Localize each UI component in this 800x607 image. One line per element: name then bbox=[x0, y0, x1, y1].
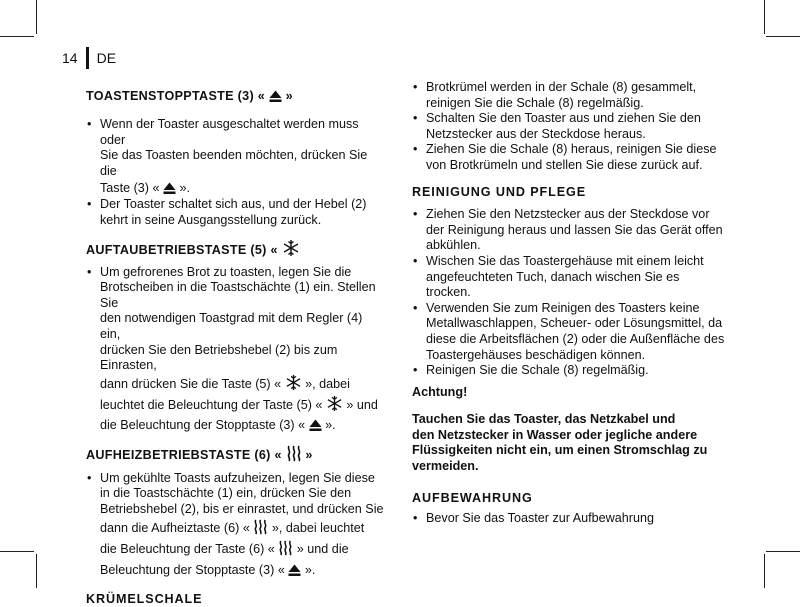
page-header bbox=[62, 46, 116, 70]
list-item: • Der Toaster schaltet sich aus, und der Hebel (2) kehrt in seine Ausgangsstellung zurück. bbox=[86, 197, 386, 228]
eject-triangle-icon bbox=[309, 419, 322, 432]
reheat-bullets bbox=[86, 471, 386, 581]
list-item: • Verwenden Sie zum Reinigen des Toasters keine Metallwaschlappen, Scheuer- oder Lösungsmittel, da diese die Arbeitsflächen (2) oder die Außenfläche des Toastergehäuses beschädigen können. bbox=[412, 301, 727, 363]
list-item: • Wischen Sie das Toastergehäuse mit einem leicht angefeuchteten Tuch, danach wischen Sie es trocken. bbox=[412, 254, 727, 301]
heat-waves-icon bbox=[278, 540, 293, 556]
storage-bullets bbox=[412, 511, 727, 527]
right-column bbox=[412, 80, 727, 527]
page-number: 14 bbox=[62, 50, 78, 66]
list-item: • Um gefrorenes Brot zu toasten, legen Sie die Brotscheiben in die Toastschächte (1) ein. Stellen Sie den notwendigen Toastgrad mit dem Regler (4) ein, drücken Sie den Betriebshebel (2) bis zum Einrasten, dann drücken Sie die Taste (5) « », dabei leuchtet die Beleuchtung der Taste (5) « » und die Beleuchtung der Stopptaste (3) « ». bbox=[86, 265, 386, 435]
heat-waves-icon bbox=[286, 445, 302, 462]
crop-mark bbox=[0, 36, 34, 37]
warning-text: Tauchen Sie das Toaster, das Netzkabel und den Netzstecker in Wasser oder jegliche andere Flüssigkeiten nicht ein, um einen Stromschlag zu vermeiden. bbox=[412, 412, 727, 474]
stop-bullets bbox=[86, 117, 386, 229]
eject-triangle-icon bbox=[163, 182, 176, 195]
list-item: • Brotkrümel werden in der Schale (8) gesammelt, reinigen Sie die Schale (8) regelmäßig. bbox=[412, 80, 727, 111]
list-item: • Wenn der Toaster ausgeschaltet werden muss oder Sie das Toasten beenden möchten, drücken Sie die Taste (3) « ». bbox=[86, 117, 386, 197]
language-label: DE bbox=[97, 50, 116, 66]
section-title-crumb-tray: KRÜMELSCHALE bbox=[86, 592, 386, 607]
section-title-stop: TOASTENSTOPPTASTE (3) « » bbox=[86, 89, 386, 113]
crumb-tray-bullets bbox=[412, 80, 727, 174]
list-item: • Bevor Sie das Toaster zur Aufbewahrung bbox=[412, 511, 727, 527]
header-divider bbox=[86, 47, 89, 69]
section-title-cleaning: REINIGUNG UND PFLEGE bbox=[412, 185, 727, 201]
section-title-reheat: AUFHEIZBETRIEBSTASTE (6) « » bbox=[86, 445, 386, 469]
list-item: • Reinigen Sie die Schale (8) regelmäßig. bbox=[412, 363, 727, 379]
list-item: • Um gekühlte Toasts aufzuheizen, legen Sie diese in die Toastschächte (1) ein, drücken Sie den Betriebshebel (2), bis er einrastet, und drücken Sie dann die Aufheiztaste (6) « », dabei leuchtet die Beleuchtung der Taste (6) « » und die Beleuchtung der Stopptaste (3) « ». bbox=[86, 471, 386, 581]
snowflake-icon bbox=[285, 374, 302, 391]
list-item: • Schalten Sie den Toaster aus und ziehen Sie den Netzstecker aus der Steckdose heraus. bbox=[412, 111, 727, 142]
left-column bbox=[86, 80, 386, 607]
eject-triangle-icon bbox=[269, 90, 282, 103]
crop-mark bbox=[766, 551, 800, 552]
list-item: • Ziehen Sie den Netzstecker aus der Steckdose vor der Reinigung heraus und lassen Sie das Gerät offen abkühlen. bbox=[412, 207, 727, 254]
crop-mark bbox=[764, 0, 765, 34]
section-title-defrost: AUFTAUBETRIEBSTASTE (5) « bbox=[86, 239, 386, 263]
cleaning-bullets bbox=[412, 207, 727, 379]
snowflake-icon bbox=[282, 239, 300, 257]
list-item: • Ziehen Sie die Schale (8) heraus, reinigen Sie diese von Brotkrümeln und stellen Sie diese zurück auf. bbox=[412, 142, 727, 173]
eject-triangle-icon bbox=[288, 564, 301, 577]
crop-mark bbox=[764, 554, 765, 588]
crop-mark bbox=[0, 551, 34, 552]
crop-mark bbox=[36, 0, 37, 34]
snowflake-icon bbox=[326, 395, 343, 412]
section-title-storage: AUFBEWAHRUNG bbox=[412, 491, 727, 507]
attention-label: Achtung! bbox=[412, 385, 727, 401]
defrost-bullets bbox=[86, 265, 386, 435]
crop-mark bbox=[766, 36, 800, 37]
crop-mark bbox=[36, 554, 37, 588]
heat-waves-icon bbox=[253, 519, 268, 535]
